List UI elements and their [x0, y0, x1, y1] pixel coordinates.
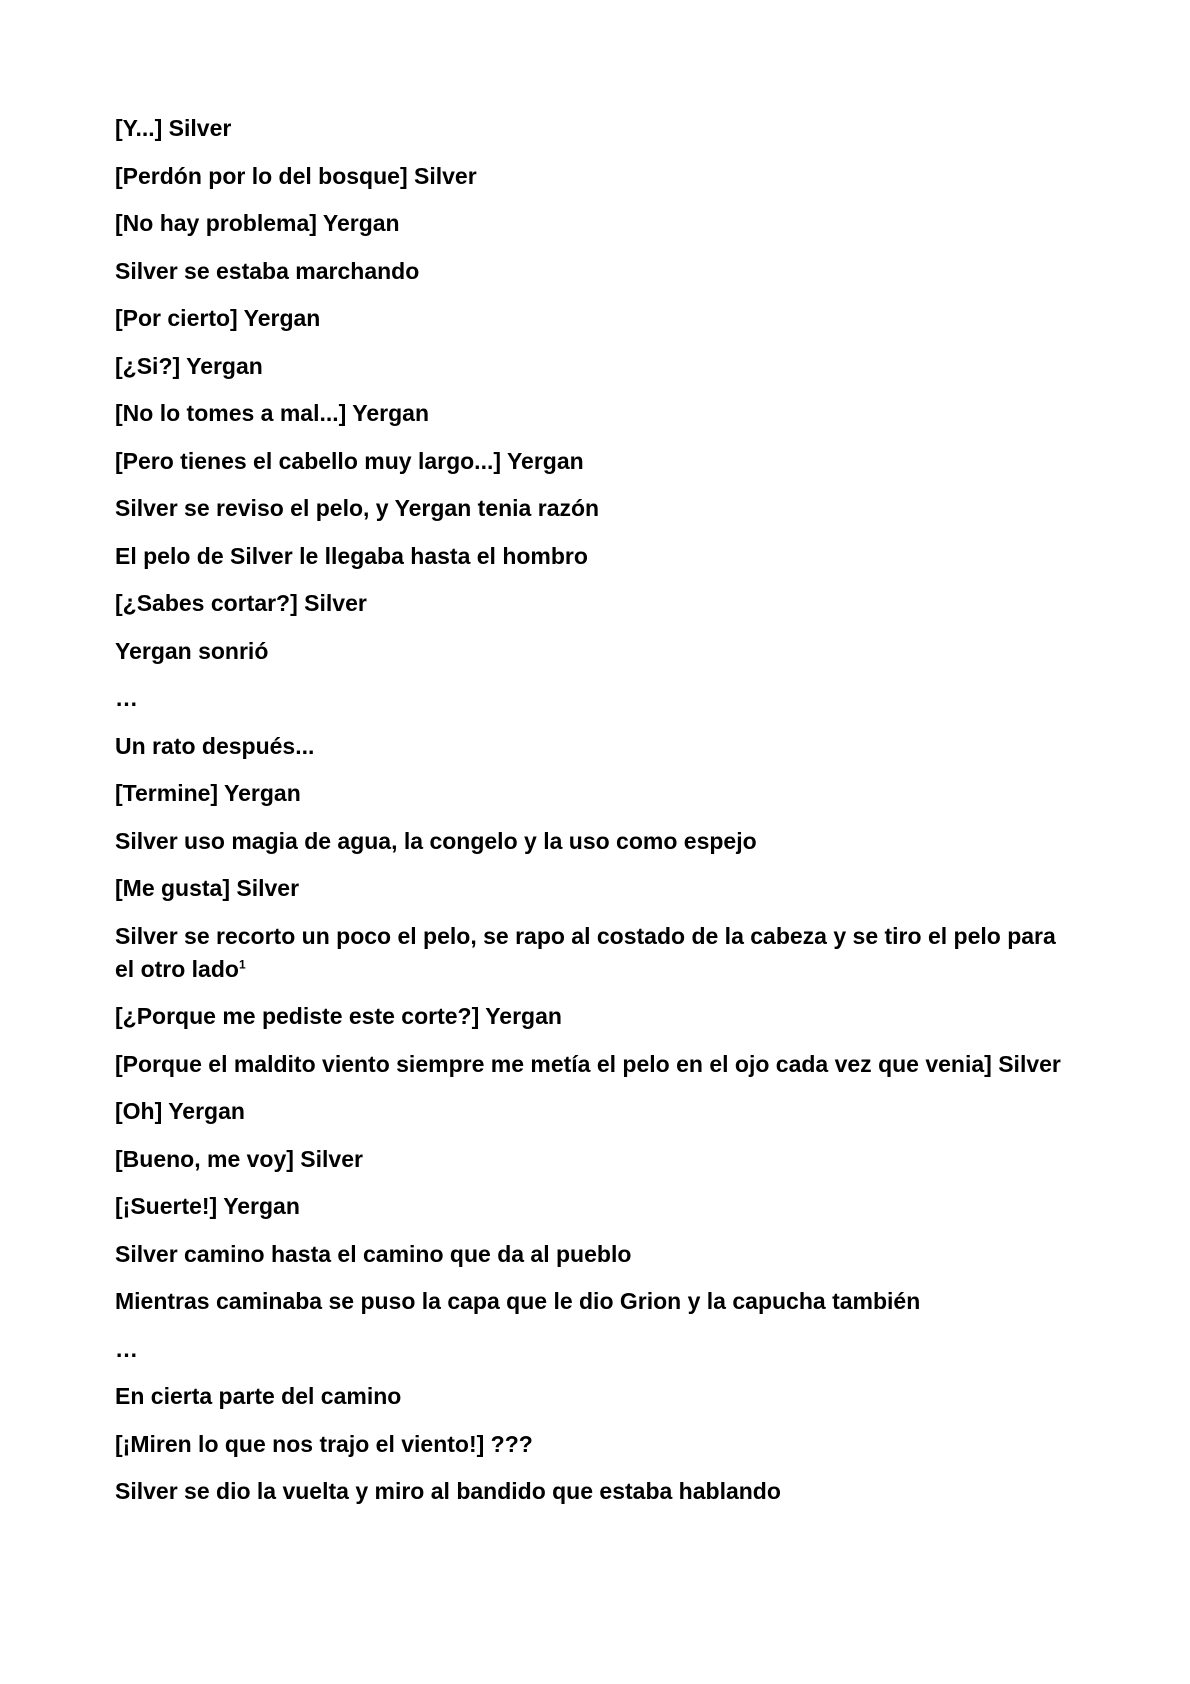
text-line: [¿Si?] Yergan	[115, 352, 263, 379]
text-line: …	[115, 1335, 138, 1362]
text-line: El pelo de Silver le llegaba hasta el hombro	[115, 542, 588, 569]
text-line: [Termine] Yergan	[115, 780, 301, 806]
text-line: [¡Miren lo que nos trajo el viento!] ???	[115, 1430, 533, 1457]
text-line: [Perdón por lo del bosque] Silver	[115, 162, 477, 189]
text-line: Silver se dio la vuelta y miro al bandido que estaba hablando	[115, 1478, 781, 1504]
text-line: [¿Porque me pediste este corte?] Yergan	[115, 1003, 562, 1029]
text-line: Silver uso magia de agua, la congelo y la uso como espejo	[115, 827, 757, 854]
text-line: [¡Suerte!] Yergan	[115, 1193, 300, 1219]
text-line: [Bueno, me voy] Silver	[115, 1145, 363, 1172]
text-line: …	[115, 685, 138, 711]
text-line: [No lo tomes a mal...] Yergan	[115, 400, 429, 426]
text-line: [No hay problema] Yergan	[115, 210, 400, 236]
text-line: [Pero tienes el cabello muy largo...] Yergan	[115, 447, 584, 474]
text-line: Mientras caminaba se puso la capa que le dio Grion y la capucha también	[115, 1288, 921, 1314]
text-line: Silver se reviso el pelo, y Yergan tenia razón	[115, 495, 600, 521]
document-body	[115, 112, 1075, 1523]
text-line-with-footnote	[115, 920, 1075, 986]
text-line: [Y...] Silver	[115, 115, 232, 141]
text-line: Un rato después...	[115, 732, 315, 759]
footnote-marker[interactable]: 1	[238, 956, 246, 971]
text-line: En cierta parte del camino	[115, 1383, 402, 1409]
text-line: Yergan sonrió	[115, 637, 269, 664]
text-line: [¿Sabes cortar?] Silver	[115, 590, 367, 616]
text-line: [Porque el maldito viento siempre me metía el pelo en el ojo cada vez que venia] Silver	[115, 1050, 1061, 1077]
text-line-content: Silver se recorto un poco el pelo, se rapo al costado de la cabeza y se tiro el pelo para el otro lado	[115, 922, 1056, 982]
text-line: [Oh] Yergan	[115, 1098, 245, 1124]
text-line: [Por cierto] Yergan	[115, 305, 321, 331]
text-line: Silver se estaba marchando	[115, 257, 420, 284]
text-line: Silver camino hasta el camino que da al pueblo	[115, 1240, 632, 1267]
text-line: [Me gusta] Silver	[115, 875, 300, 901]
